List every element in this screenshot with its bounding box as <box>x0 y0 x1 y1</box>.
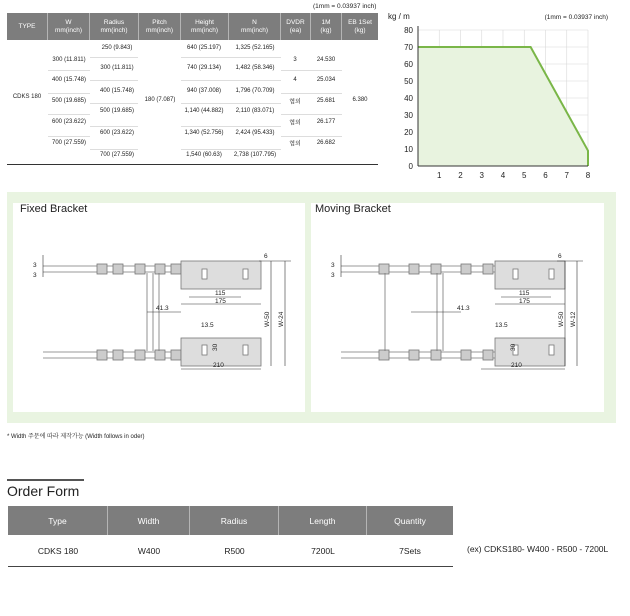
chart-y-ticks <box>404 26 413 171</box>
chart-y-tick-label: 30 <box>404 111 413 120</box>
dim-13-5: 13.5 <box>201 322 214 329</box>
dim-6: 6 <box>264 253 268 260</box>
dim-210: 210 <box>511 362 522 369</box>
n-cell: 2,424 (95.433) <box>235 130 275 136</box>
dim-210: 210 <box>213 362 224 369</box>
chart-x-tick-label: 6 <box>543 171 548 180</box>
height-cell: 740 (29.134) <box>186 65 222 71</box>
chart-x-tick-label: 4 <box>500 171 506 180</box>
dim-w-50: W-50 <box>264 311 271 327</box>
chart-x-ticks <box>437 171 591 180</box>
chart-y-tick-label: 20 <box>404 128 413 137</box>
dim-115: 115 <box>215 290 226 297</box>
order-table-header <box>8 506 453 535</box>
header-pitch: Pitch mm(inch) <box>139 13 181 40</box>
chart-x-tick-label: 8 <box>585 171 591 180</box>
height-cell: 640 (25.197) <box>186 45 222 51</box>
chart-ylabel: kg / m <box>388 12 410 21</box>
load-chart <box>380 0 630 185</box>
chart-x-tick-label: 1 <box>437 171 442 180</box>
chart-y-tick-label: 50 <box>404 77 413 86</box>
order-value-type: CDKS 180 <box>37 546 79 556</box>
fixed-bracket-title: Fixed Bracket <box>20 203 88 215</box>
header-1m: 1M (kg) <box>311 13 342 40</box>
dim-41-3: 41.3 <box>156 305 169 312</box>
fixed-bracket-drawing <box>13 203 305 412</box>
order-form-rule <box>7 479 84 481</box>
header-w: W mm(inch) <box>48 13 90 40</box>
order-table-bottom-rule <box>8 566 453 567</box>
order-value-quantity: 7Sets <box>399 546 421 556</box>
header-radius: Radius mm(inch) <box>90 13 139 40</box>
chart-x-tick-label: 3 <box>479 171 484 180</box>
chart-x-tick-label: 2 <box>458 171 463 180</box>
height-cell: 940 (37.008) <box>186 88 222 94</box>
radius-cell: 700 (27.559) <box>99 152 135 158</box>
dim-w-24: W-24 <box>278 311 285 327</box>
moving-bracket-title: Moving Bracket <box>315 203 391 215</box>
radius-cell: 500 (19.685) <box>99 108 135 114</box>
chart-y-tick-label: 70 <box>404 43 413 52</box>
dim-w-12: W-12 <box>570 311 577 327</box>
header-type: TYPE <box>7 13 48 40</box>
order-header-type: Type <box>8 506 108 535</box>
kg-1m-cell: 26.682 <box>316 140 336 146</box>
w-cell: 400 (15.748) <box>51 77 87 83</box>
w-cell: 500 (19.685) <box>51 98 87 104</box>
dim-41-3: 41.3 <box>457 305 470 312</box>
header-n: N mm(inch) <box>229 13 281 40</box>
kg-1m-cell: 26.177 <box>316 119 336 125</box>
order-value-radius: R500 <box>224 546 245 556</box>
dim-30: 30 <box>212 343 219 351</box>
n-cell: 1,325 (52.165) <box>235 45 275 51</box>
dim-115: 115 <box>519 290 530 297</box>
dim-3-bottom: 3 <box>331 272 335 279</box>
header-eb-set: EB 1Set (kg) <box>348 18 372 34</box>
moving-bracket-panel <box>311 203 604 412</box>
dim-6: 6 <box>558 253 562 260</box>
dim-w-50: W-50 <box>558 311 565 327</box>
dvdr-cell: 4 <box>293 77 297 83</box>
order-header-width: Width <box>108 506 190 535</box>
dim-3-top: 3 <box>33 262 37 269</box>
radius-cell: 300 (11.811) <box>100 65 134 71</box>
spec-table-body <box>7 40 378 165</box>
height-cell: 1,540 (60.63) <box>186 152 222 158</box>
order-header-length: Length <box>279 506 367 535</box>
chart-x-tick-label: 7 <box>564 171 569 180</box>
radius-cell: 400 (15.748) <box>99 88 135 94</box>
order-header-quantity: Quantity <box>394 515 426 526</box>
order-value-width: W400 <box>137 546 161 556</box>
chart-y-tick-label: 80 <box>404 26 413 35</box>
kg-1m-cell: 25.681 <box>316 98 336 104</box>
kg-1m-cell: 24.530 <box>316 57 336 63</box>
order-value-length: 7200L <box>311 546 335 556</box>
unit-note: (1mm = 0.03937 inch) <box>313 3 377 10</box>
dim-3-top: 3 <box>331 262 335 269</box>
dvdr-cell: 3 <box>293 57 297 63</box>
chart-y-tick-label: 0 <box>408 162 413 171</box>
dim-3-bottom: 3 <box>33 272 37 279</box>
width-footnote: * Width 주문에 따라 제작가능 (Width follows in oder) <box>7 434 145 440</box>
dvdr-cell: 협의 <box>289 99 301 106</box>
w-cell: 700 (27.559) <box>51 140 87 146</box>
chart-x-tick-label: 5 <box>522 171 527 180</box>
header-height: Height mm(inch) <box>181 13 229 40</box>
w-cell: 600 (23.622) <box>51 119 87 125</box>
n-cell: 2,110 (83.071) <box>235 108 275 114</box>
dim-175: 175 <box>519 298 530 305</box>
dvdr-cell: 협의 <box>289 120 301 127</box>
order-form-title: Order Form <box>7 483 80 499</box>
dvdr-cell: 협의 <box>289 141 301 148</box>
kg-1m-cell: 25.034 <box>316 77 336 83</box>
chart-y-tick-label: 10 <box>404 145 413 154</box>
chart-y-tick-label: 60 <box>404 60 413 69</box>
order-header-radius: Radius <box>190 506 279 535</box>
eb-set-cell: 6.380 <box>352 97 368 103</box>
height-cell: 1,140 (44.882) <box>184 108 224 114</box>
w-cell: 300 (11.811) <box>52 57 86 63</box>
header-dvdr: DVDR (ea) <box>281 13 311 40</box>
dim-175: 175 <box>215 298 226 305</box>
fixed-bracket-panel <box>13 203 305 412</box>
n-cell: 1,482 (58.346) <box>235 65 275 71</box>
dim-30: 30 <box>510 343 517 351</box>
n-cell: 1,796 (70.709) <box>235 88 275 94</box>
radius-cell: 250 (9.843) <box>101 45 133 51</box>
moving-bracket-drawing <box>311 203 604 412</box>
pitch-cell: 180 (7.087) <box>144 97 176 103</box>
chart-y-tick-label: 40 <box>404 94 413 103</box>
radius-cell: 600 (23.622) <box>99 130 135 136</box>
chart-unit-note: (1mm = 0.03937 inch) <box>544 14 608 21</box>
dim-13-5: 13.5 <box>495 322 508 329</box>
spec-table-header <box>7 13 378 40</box>
order-example: (ex) CDKS180- W400 - R500 - 7200L <box>467 544 609 554</box>
n-cell: 2,738 (107.795) <box>233 152 277 158</box>
type-cell: CDKS 180 <box>12 94 42 100</box>
height-cell: 1,340 (52.756) <box>184 130 224 136</box>
